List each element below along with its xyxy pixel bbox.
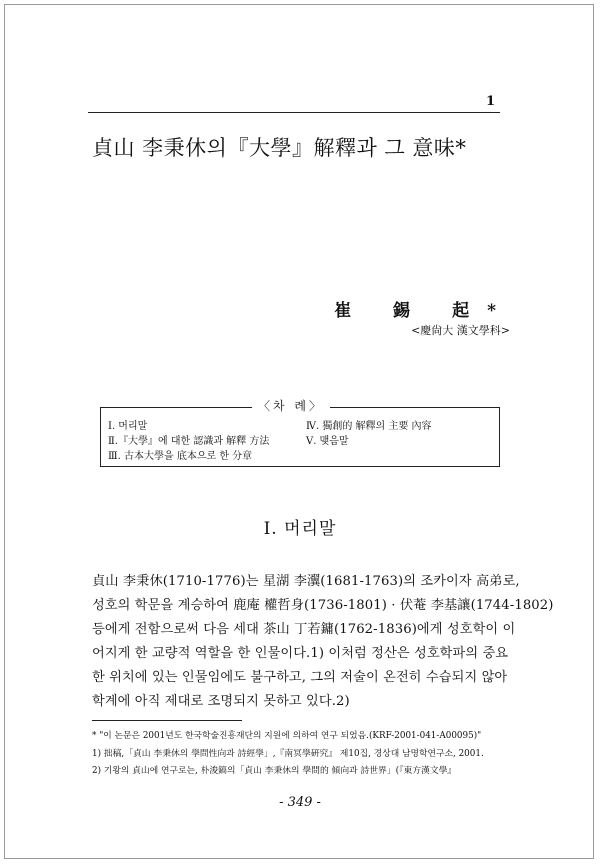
- author-affiliation: <慶尙大 漢文學科>: [411, 324, 510, 337]
- page-number: - 349 -: [279, 795, 321, 810]
- toc-item: Ⅱ.『大學』에 대한 認識과 解釋 方法: [108, 436, 270, 447]
- section-heading: Ⅰ. 머리말: [263, 519, 337, 539]
- toc-heading: 〈차 례〉: [252, 397, 330, 414]
- footnote-rule: [92, 720, 242, 721]
- article-title: 貞山 李秉休의『大學』解釋과 그 意味*: [92, 136, 467, 160]
- toc-item: Ⅴ. 맺음말: [306, 436, 349, 447]
- body-text-line: 성호의 학문을 계승하여 鹿庵 權哲身(1736-1801) · 伏菴 李基讓(1744-1802): [92, 598, 554, 613]
- footnote: 2) 기왕의 貞山에 연구로는, 朴浚鎬의「貞山 李秉休의 學問的 傾向과 詩世界」(『東方漢文學』: [92, 766, 457, 776]
- header-rule: [88, 112, 500, 113]
- footnote: 1) 拙稿,「貞山 李秉休의 學問性向과 詩經學」,『南冥學硏究』 제10집, 경상대 남명학연구소, 2001.: [92, 749, 484, 759]
- body-text-line: 어지게 한 교량적 역할을 한 인물이다.1) 이처럼 정산은 성호학파의 중요: [92, 646, 509, 661]
- body-text-line: 학계에 아직 제대로 조명되지 못하고 있다.2): [92, 694, 350, 709]
- toc-item: Ⅰ. 머리말: [108, 421, 148, 432]
- body-text-line: 한 위치에 있는 인물임에도 불구하고, 그의 저술이 온전히 수습되지 않아: [92, 670, 508, 685]
- footnote: * "이 논문은 2001년도 한국학술진흥재단의 지원에 의하여 연구 되었음.(KRF-2001-041-A00095)": [92, 731, 482, 741]
- body-text-line: 貞山 李秉休(1710-1776)는 星湖 李瀷(1681-1763)의 조카이자 高弟로,: [92, 574, 520, 589]
- toc-item: Ⅲ. 古本大學을 底本으로 한 分章: [108, 451, 253, 462]
- page-mark: 1: [486, 94, 496, 109]
- body-text-line: 등에게 전함으로써 다음 세대 茶山 丁若鏞(1762-1836)에게 성호학이 이: [92, 622, 516, 637]
- toc-item: Ⅳ. 獨創的 解釋의 主要 內容: [306, 421, 432, 432]
- author-name: 崔 錫 起*: [334, 301, 514, 321]
